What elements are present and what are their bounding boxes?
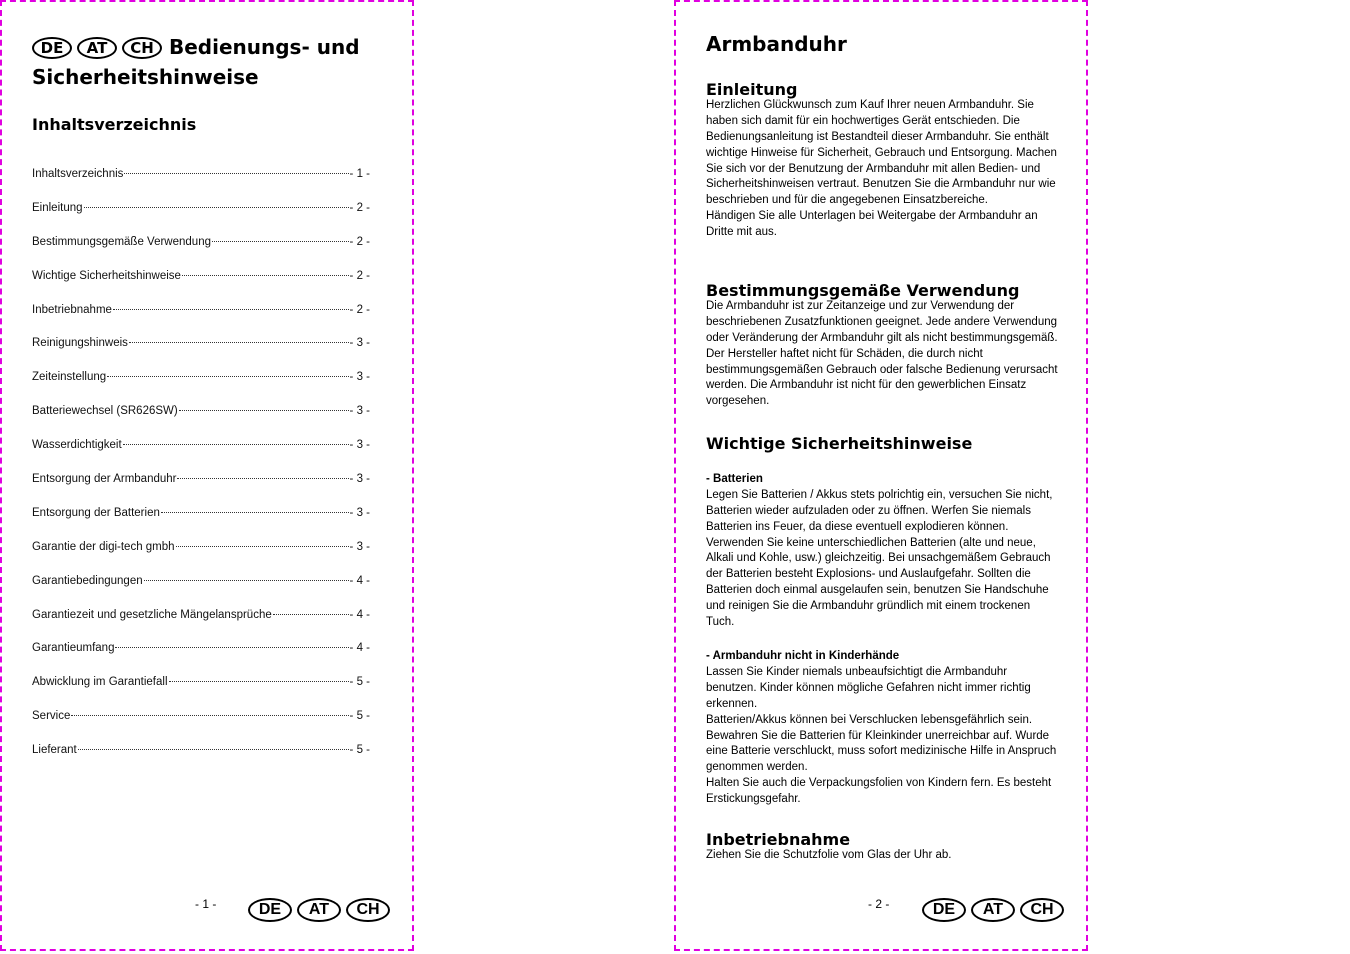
toc-entry-page: - 3 - [349, 337, 370, 350]
table-of-contents [32, 168, 370, 778]
section-heading: Wichtige Sicherheitshinweise [706, 434, 973, 453]
toc-entry-page: - 3 - [349, 540, 370, 553]
toc-entry-page: - 3 - [349, 439, 370, 452]
toc-leader [177, 478, 348, 479]
paragraph: Ziehen Sie die Schutzfolie vom Glas der Uhr ab. [706, 848, 952, 861]
toc-entry-label: Einleitung [32, 201, 83, 214]
badge-at: AT [971, 898, 1015, 922]
toc-leader [113, 309, 349, 310]
badge-de: DE [32, 37, 72, 59]
toc-entry-page: - 3 - [349, 473, 370, 486]
section-inbetriebnahme [706, 832, 1058, 864]
badge-de: DE [922, 898, 966, 922]
toc-entry-page: - 2 - [349, 303, 370, 316]
toc-entry[interactable] [32, 337, 370, 371]
toc-leader [179, 410, 349, 411]
footer-badges-right [922, 898, 1064, 922]
toc-entry-page: - 2 - [349, 269, 370, 282]
toc-entry[interactable] [32, 507, 370, 541]
section-heading: Bestimmungsgemäße Verwendung [706, 281, 1020, 300]
toc-leader [107, 376, 348, 377]
section-heading: Inbetriebnahme [706, 830, 851, 849]
badge-de: DE [248, 898, 292, 922]
toc-entry[interactable] [32, 575, 370, 609]
toc-entry[interactable] [32, 642, 370, 676]
toc-entry-label: Inhaltsverzeichnis [32, 168, 124, 180]
toc-heading: Inhaltsverzeichnis [32, 115, 197, 134]
page-number-right: - 2 - [868, 897, 890, 911]
paragraph: Herzlichen Glückwunsch zum Kauf Ihrer neuen Armbanduhr. Sie haben sich damit für ein hochwertiges Gerät entschieden. Die Bedienungsanleitung ist Bestandteil dieser Armbanduhr. Sie enthält wichtige Hinweise für Sicherheit, Gebrauch und Entsorgung. Machen Sie sich vor der Benutzung der Armbanduhr mit allen Bedien- und Sicherheitshinweisen vertraut. Benutzen Sie die Armbanduhr nur wie beschrieben und für die angegebenen Einsatzbereiche. [706, 98, 1057, 207]
subheading-batterien: - Batterien [706, 472, 763, 485]
toc-entry-label: Lieferant [32, 744, 77, 757]
toc-leader [115, 647, 348, 648]
toc-entry[interactable] [32, 405, 370, 439]
toc-leader [144, 580, 349, 581]
toc-entry[interactable] [32, 439, 370, 473]
toc-entry-label: Inbetriebnahme [32, 303, 112, 316]
badge-at: AT [77, 37, 117, 59]
toc-entry-page: - 5 - [349, 710, 370, 723]
toc-leader [273, 614, 349, 615]
paragraph: Die Armbanduhr ist zur Zeitanzeige und zur Verwendung der beschriebenen Zusatzfunktionen geeignet. Jede andere Verwendung oder Veränderung der Armbanduhr gilt als nicht bestimmungsgemäß. Der Hersteller haftet nicht für Schäden, die durch nicht bestimmungsgemäßen Gebrauch oder falsche Bedienung verursacht werden. Die Armbanduhr ist nicht für den gewerblichen Einsatz vorgesehen. [706, 299, 1058, 408]
toc-entry-page: - 1 - [349, 168, 370, 180]
paragraph: Batterien/Akkus können bei Verschlucken lebensgefährlich sein. Bewahren Sie die Batterien für Kleinkinder unerreichbar auf. Wurde eine Batterie verschluckt, muss sofort medizinische Hilfe in Anspruch genommen werden. [706, 713, 1057, 774]
badge-ch: CH [1020, 898, 1064, 922]
section-verwendung [706, 283, 1058, 410]
toc-entry-label: Wichtige Sicherheitshinweise [32, 269, 181, 282]
toc-entry[interactable] [32, 541, 370, 575]
toc-entry-label: Service [32, 710, 71, 723]
toc-entry-label: Zeiteinstellung [32, 371, 107, 384]
toc-leader [182, 275, 349, 276]
section-einleitung [706, 82, 1058, 241]
toc-entry[interactable] [32, 202, 370, 236]
toc-leader [176, 546, 349, 547]
badge-ch: CH [122, 37, 162, 59]
toc-entry[interactable] [32, 168, 370, 202]
toc-entry[interactable] [32, 371, 370, 405]
toc-leader [169, 681, 349, 682]
toc-entry-label: Wasserdichtigkeit [32, 439, 122, 452]
toc-entry-page: - 3 - [349, 371, 370, 384]
toc-entry-page: - 4 - [349, 574, 370, 587]
toc-entry-label: Garantie der digi-tech gmbh [32, 540, 175, 553]
toc-entry-page: - 4 - [349, 642, 370, 655]
toc-entry-page: - 3 - [349, 405, 370, 418]
toc-leader [124, 173, 348, 174]
toc-entry[interactable] [32, 744, 370, 778]
section-sicherheit [706, 436, 1058, 808]
toc-entry-label: Bestimmungsgemäße Verwendung [32, 235, 211, 248]
section-heading: Einleitung [706, 80, 798, 99]
toc-entry[interactable] [32, 236, 370, 270]
toc-entry-label: Garantiebedingungen [32, 574, 143, 587]
toc-entry-page: - 3 - [349, 506, 370, 519]
toc-leader [212, 241, 349, 242]
toc-leader [78, 749, 349, 750]
page-number-left: - 1 - [195, 897, 217, 911]
toc-entry-label: Abwicklung im Garantiefall [32, 676, 168, 689]
toc-entry[interactable] [32, 676, 370, 710]
toc-entry[interactable] [32, 270, 370, 304]
subheading-kinder: - Armbanduhr nicht in Kinderhände [706, 649, 900, 662]
toc-entry-label: Batteriewechsel (SR626SW) [32, 405, 178, 418]
toc-entry-page: - 5 - [349, 744, 370, 757]
toc-entry[interactable] [32, 473, 370, 507]
toc-entry-label: Entsorgung der Armbanduhr [32, 473, 177, 486]
toc-entry[interactable] [32, 710, 370, 744]
footer-badges-left [248, 898, 390, 922]
title-text: Bedienungs- und Sicherheitshinweise [32, 35, 360, 89]
toc-entry-page: - 2 - [349, 201, 370, 214]
toc-leader [129, 342, 349, 343]
toc-entry-page: - 2 - [349, 235, 370, 248]
country-badges [32, 37, 162, 59]
toc-entry-label: Reinigungshinweis [32, 337, 128, 350]
page-title [32, 32, 402, 92]
toc-entry-label: Garantiezeit und gesetzliche Mängelansprüche [32, 608, 272, 621]
paragraph: Legen Sie Batterien / Akkus stets polrichtig ein, versuchen Sie nicht, Batterien wieder aufzuladen oder zu öffnen. Werfen Sie niemals Batterien ins Feuer, da diese eventuell explodieren können. Verwenden Sie keine unterschiedlichen Batterien (alte und neue, Alkali und Kohle, usw.) gleichzeitig. Bei unsachgemäßem Gebrauch der Batterien besteht Explosions- und Auslaufgefahr. Sollten die Batterien doch einmal ausgelaufen sein, benutzen Sie Handschuhe und reinigen Sie die Armbanduhr gründlich mit einem trockenen Tuch. [706, 488, 1053, 629]
toc-entry[interactable] [32, 609, 370, 643]
toc-entry-page: - 4 - [349, 608, 370, 621]
paragraph: Händigen Sie alle Unterlagen bei Weitergabe der Armbanduhr an Dritte mit aus. [706, 210, 1038, 239]
toc-entry-label: Garantieumfang [32, 642, 115, 655]
toc-leader [84, 207, 349, 208]
page-title-right: Armbanduhr [706, 32, 847, 56]
badge-at: AT [297, 898, 341, 922]
toc-leader [123, 444, 349, 445]
toc-entry-label: Entsorgung der Batterien [32, 506, 160, 519]
toc-entry[interactable] [32, 304, 370, 338]
paragraph: Halten Sie auch die Verpackungsfolien von Kindern fern. Es besteht Erstickungsgefahr. [706, 777, 1052, 806]
toc-entry-page: - 5 - [349, 676, 370, 689]
toc-leader [71, 715, 348, 716]
badge-ch: CH [346, 898, 390, 922]
left-page [0, 0, 414, 951]
toc-leader [161, 512, 349, 513]
paragraph: Lassen Sie Kinder niemals unbeaufsichtigt die Armbanduhr benutzen. Kinder können mögliche Gefahren nicht immer richtig erkennen. [706, 665, 1031, 710]
